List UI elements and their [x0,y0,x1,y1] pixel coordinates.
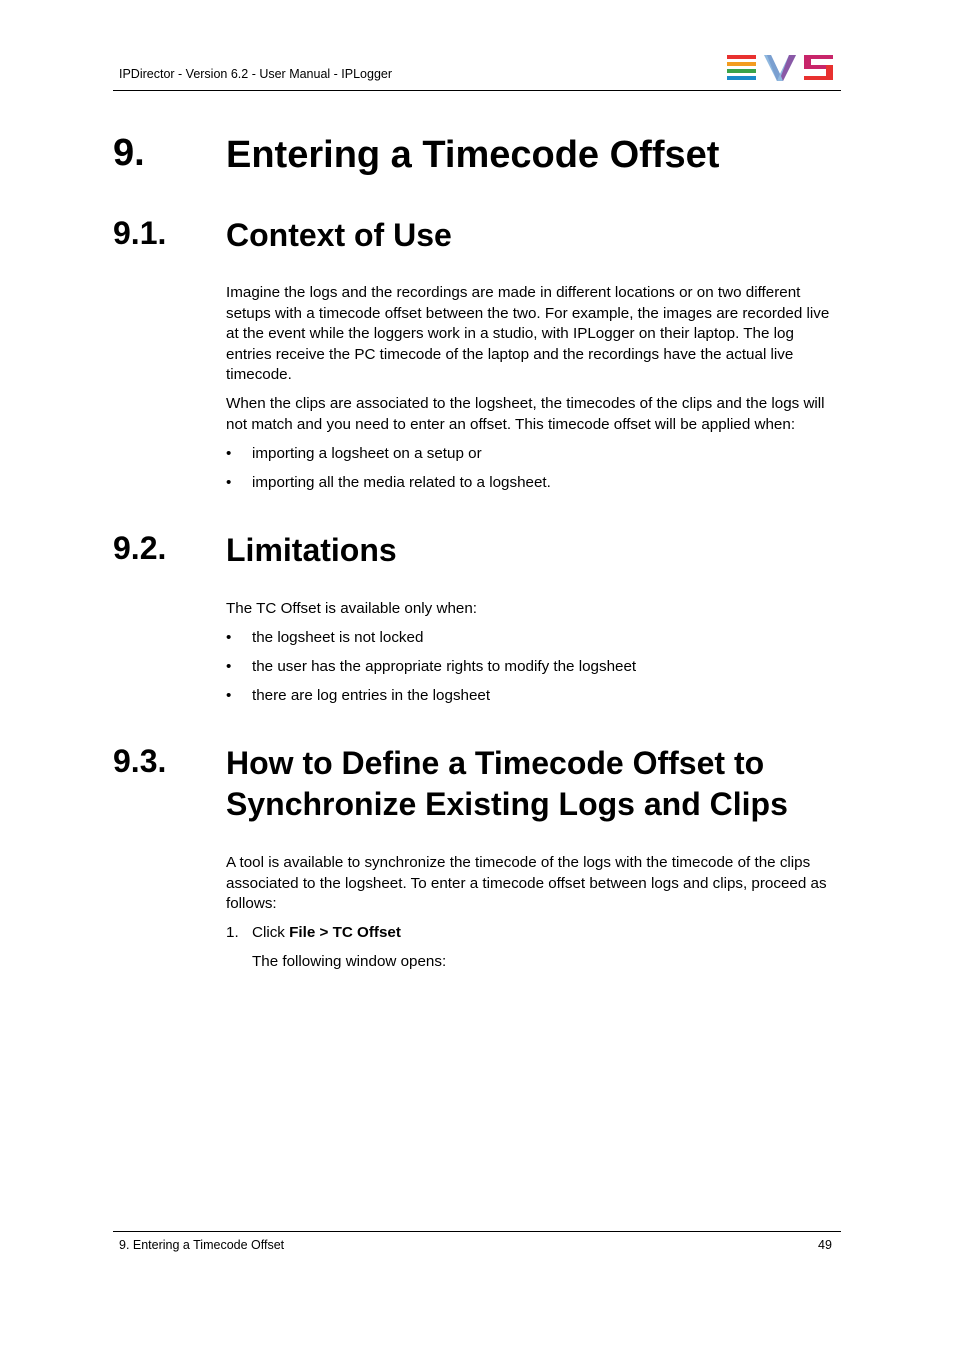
menu-path: File > TC Offset [289,924,401,941]
section-number: 9.1. [113,215,167,251]
footer-divider [113,1231,841,1232]
paragraph-text: The TC Offset is available only when: [226,600,478,617]
section-title: Limitations [226,532,397,568]
step-prefix: Click [252,924,290,941]
header-title: IPDirector - Version 6.2 - User Manual - IPLogger [119,67,393,81]
paragraph-text: A tool is available to synchronize the timecode of the logs with the timecode of the clips associated to the logsheet. To enter a timecode offset between logs and clips, proceed as follows: [226,854,827,912]
list-item-text: the logsheet is not locked [252,629,424,646]
bullet-icon: • [226,687,232,704]
paragraph [226,599,842,620]
step-result-text: The following window opens: [252,953,447,970]
section-title: Context of Use [226,217,452,253]
bullet-icon: • [226,658,232,675]
bullet-icon: • [226,629,232,646]
bullet-icon: • [226,445,232,462]
chapter-number: 9. [113,132,145,174]
step-text [252,923,401,943]
list-item-text: there are log entries in the logsheet [252,687,491,704]
paragraph [226,394,842,435]
chapter-title: Entering a Timecode Offset [226,134,720,176]
footer-chapter: 9. Entering a Timecode Offset [119,1238,285,1252]
list-item-text: importing all the media related to a logsheet. [252,474,551,491]
section-title-line-1: How to Define a Timecode Offset to [226,745,765,781]
step-result [252,952,446,972]
paragraph-text: Imagine the logs and the recordings are made in different locations or on two different setups with a timecode offset between the two. For example, the images are recorded live at the event while the loggers work in a studio, with IPLogger on their laptop. The log entries receive the PC timecode of the laptop and the recordings have the actual live timecode. [226,284,830,383]
list-item-text: importing a logsheet on a setup or [252,445,482,462]
paragraph [226,853,842,915]
evs-logo [726,54,834,82]
paragraph [226,283,842,386]
paragraph-text: When the clips are associated to the logsheet, the timecodes of the clips and the logs will not match and you need to enter an offset. This timecode offset will be applied when: [226,395,825,433]
page-number: 49 [818,1238,832,1252]
section-number: 9.3. [113,743,167,779]
section-number: 9.2. [113,530,167,566]
list-item-text: the user has the appropriate rights to modify the logsheet [252,658,637,675]
header-divider [113,90,841,91]
section-title-line-2: Synchronize Existing Logs and Clips [226,786,788,822]
bullet-icon: • [226,474,232,491]
step-number: 1. [226,924,239,941]
